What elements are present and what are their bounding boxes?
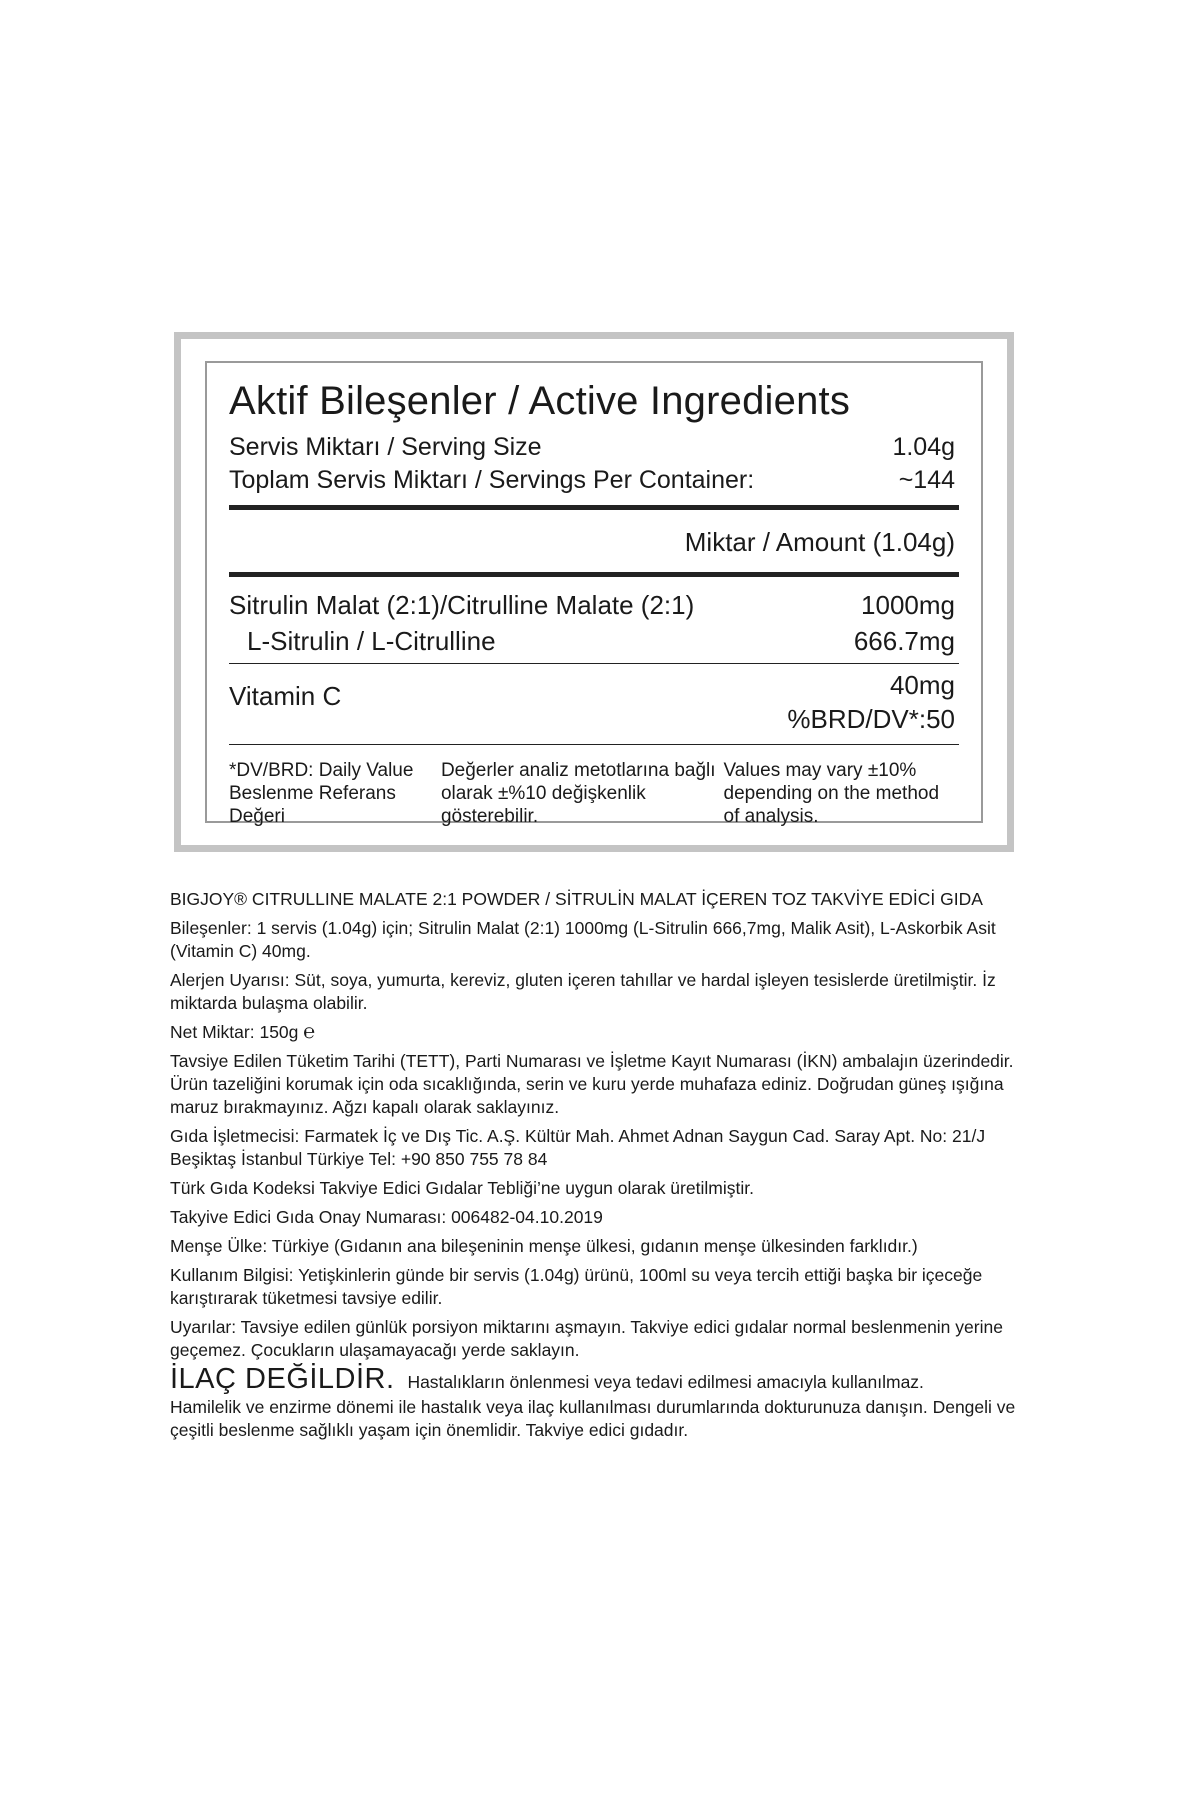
origin-text: Menşe Ülke: Türkiye (Gıdanın ana bileşeninin menşe ülkesi, gıdanın menşe ülkesinden farklıdır.) xyxy=(170,1236,918,1256)
vitamin-c-amount: 40mg xyxy=(889,670,955,700)
divider-thick xyxy=(229,505,959,510)
warnings-text: Uyarılar: Tavsiye edilen günlük porsiyon miktarını aşmayın. Takviye edici gıdalar normal beslenmenin yerine geçemez. Çocukların ulaşamayacağı yerde saklayın. xyxy=(170,1317,1003,1360)
pregnancy-text: Hamilelik ve enzirme dönemi ile hastalık veya ilaç kullanılması durumlarında dokturunuza danışın. Dengeli ve çeşitli beslenme sağlıklı yaşam için önemlidir. Takviye edici gıdadır. xyxy=(170,1397,1016,1440)
divider-thick xyxy=(229,572,959,577)
note-dv: *DV/BRD: Daily Value Beslenme Referans Değeri xyxy=(229,760,414,827)
vitamin-c-dv: %BRD/DV*:50 xyxy=(787,704,955,734)
ingredient-name: Sitrulin Malat (2:1)/Citrulline Malate (2:1) xyxy=(229,590,695,620)
vitamin-c-name: Vitamin C xyxy=(229,681,342,711)
supplement-facts-inner xyxy=(205,361,983,827)
codex-text: Türk Gıda Kodeksi Takviye Edici Gıdalar Tebliği’ne uygun olarak üretilmiştir. xyxy=(170,1178,754,1198)
divider-thin xyxy=(229,744,959,745)
serving-size-value: 1.04g xyxy=(892,433,955,461)
product-name: BIGJOY® CITRULLINE MALATE 2:1 POWDER / SİTRULİN MALAT İÇEREN TOZ TAKVİYE EDİCİ GIDA xyxy=(170,889,983,909)
not-drug-line xyxy=(170,1363,1050,1395)
ingredients-text: Bileşenler: 1 servis (1.04g) için; Sitrulin Malat (2:1) 1000mg (L-Sitrulin 666,7mg, Malik Asit), L-Askorbik Asit (Vitamin C) 40mg. xyxy=(170,918,996,961)
serving-size-row xyxy=(229,431,959,464)
servings-value: ~144 xyxy=(898,466,955,494)
ingredient-row xyxy=(229,623,959,659)
label-notes xyxy=(229,759,959,828)
ingredient-amount: 666.7mg xyxy=(853,626,955,656)
label-title: Aktif Bileşenler / Active Ingredients xyxy=(229,379,851,423)
vitamin-c-row xyxy=(229,668,959,736)
serving-size-label: Servis Miktarı / Serving Size xyxy=(229,433,542,461)
amount-header: Miktar / Amount (1.04g) xyxy=(684,527,955,557)
ingredient-amount: 1000mg xyxy=(861,590,955,620)
approval-text: Takyive Edici Gıda Onay Numarası: 006482-04.10.2019 xyxy=(170,1207,603,1227)
servings-row xyxy=(229,464,959,497)
servings-label: Toplam Servis Miktarı / Servings Per Container: xyxy=(229,466,755,494)
vitamin-c-values xyxy=(787,668,959,736)
estimated-sign-icon: ℮ xyxy=(303,1021,316,1043)
ingredient-row xyxy=(229,587,959,623)
ingredient-name: L-Sitrulin / L-Citrulline xyxy=(247,626,496,656)
storage-text: Tavsiye Edilen Tüketim Tarihi (TETT), Parti Numarası ve İşletme Kayıt Numarası (İKN) ambalajın üzerindedir. Ürün tazeliğini korumak için oda sıcaklığında, serin ve kuru yerde muhafaza ediniz. Doğrudan güneş ışığına maruz bırakmayınız. Ağzı kapalı olarak saklayınız. xyxy=(170,1051,1014,1117)
usage-text: Kullanım Bilgisi: Yetişkinlerin günde bir servis (1.04g) ürünü, 100ml su veya tercih ettiği başka bir içeceğe karıştırarak tüketmesi tavsiye edilir. xyxy=(170,1265,983,1308)
note-tr: Değerler analiz metotlarına bağlı olarak ±%10 değişkenlik gösterebilir. xyxy=(440,760,716,827)
net-amount: Net Miktar: 150g xyxy=(170,1022,299,1042)
product-info xyxy=(170,888,1050,1448)
not-drug-text: Hastalıkların önlenmesi veya tedavi edilmesi amacıyla kullanılmaz. xyxy=(407,1372,924,1392)
operator-text: Gıda İşletmecisi: Farmatek İç ve Dış Tic. A.Ş. Kültür Mah. Ahmet Adnan Saygun Cad. Saray Apt. No: 21/J Beşiktaş İstanbul Türkiye Tel: +90 850 755 78 84 xyxy=(170,1126,986,1169)
allergen-text: Alerjen Uyarısı: Süt, soya, yumurta, kereviz, gluten içeren tahıllar ve hardal işleyen tesislerde üretilmiştir. İz miktarda bulaşma olabilir. xyxy=(170,970,996,1013)
not-drug-heading: İLAÇ DEĞİLDİR. xyxy=(170,1363,395,1395)
note-en: Values may vary ±10% depending on the method of analysis. xyxy=(723,760,940,827)
net-amount-line xyxy=(170,1021,1050,1044)
divider-thin xyxy=(229,663,959,664)
supplement-facts-box xyxy=(174,332,1014,852)
